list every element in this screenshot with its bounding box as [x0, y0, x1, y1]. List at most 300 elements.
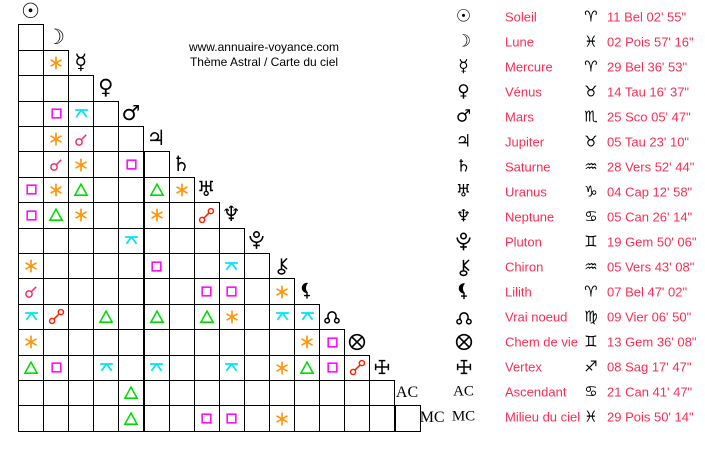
uranus-symbol: ♅ [455, 181, 472, 202]
aspect-cell-uranus-saturne [169, 177, 195, 203]
aspect-cell-vrai-noeud-mercure [68, 304, 94, 330]
aspect-cell-vrai-noeud-jupiter [144, 304, 170, 330]
aspect-cell-lilith-soleil [18, 278, 44, 304]
aspect-cell-jupiter-mercure [68, 126, 94, 152]
page-title: Thème Astral / Carte du ciel [189, 55, 339, 69]
aspect-cell-saturne-venus [93, 151, 119, 177]
aspect-cell-vrai-noeud-soleil [18, 304, 44, 330]
planet-name: Jupiter [505, 134, 545, 150]
aspect-cell-milieu-du-ciel-mercure [68, 405, 94, 431]
planet-name: Ascendant [505, 384, 567, 400]
jupiter-glyph: ♃ [146, 126, 166, 151]
sextile-aspect-icon [48, 131, 64, 147]
aspect-cell-jupiter-mars [118, 126, 144, 152]
aspect-cell-lilith-uranus [194, 278, 220, 304]
mars-glyph: ♂ [121, 100, 141, 125]
zodiac-sign-icon: ♓ [584, 32, 598, 51]
aspect-cell-ascendant-pluton [244, 380, 270, 406]
sextile-aspect-icon [73, 157, 89, 173]
legend-row-chem-de-vie [450, 330, 705, 355]
aspect-cell-chem-de-vie-pluton [244, 329, 270, 355]
aspect-cell-neptune-lune [43, 202, 69, 228]
chiron-symbol-icon [454, 258, 473, 277]
zodiac-sign-icon: ♒ [584, 157, 598, 176]
trine-aspect-icon [98, 309, 114, 325]
planet-position: 25 Sco 05' 47" [607, 109, 691, 125]
legend-row-saturne [450, 154, 705, 179]
aspect-cell-neptune-venus [93, 202, 119, 228]
opposition-aspect-icon [198, 207, 215, 224]
aspect-cell-ascendant-chiron [269, 380, 295, 406]
trine-aspect-icon [73, 182, 89, 198]
zodiac-sign-icon: ♋ [584, 207, 598, 226]
aspect-cell-neptune-saturne [169, 202, 195, 228]
aspect-cell-pluton-jupiter [144, 228, 170, 254]
aspect-cell-ascendant-chem-de-vie [344, 380, 370, 406]
chiron-glyph [269, 253, 294, 278]
aspect-cell-vertex-saturne [169, 355, 195, 381]
mars-symbol: ♂ [455, 106, 472, 127]
saturne-glyph: ♄ [171, 151, 191, 176]
aspect-cell-milieu-du-ciel-lilith [294, 405, 320, 431]
aspect-cell-mars-mercure [68, 101, 94, 127]
planet-position: 07 Bel 47' 02" [607, 284, 688, 300]
planet-position: 08 Sag 17' 47" [607, 359, 692, 375]
aspect-cell-chem-de-vie-saturne [169, 329, 195, 355]
aspect-cell-ascendant-mercure [68, 380, 94, 406]
aspect-cell-vertex-chem-de-vie [344, 355, 370, 381]
trine-aspect-icon [149, 309, 165, 325]
chem-de-vie-symbol-icon [454, 332, 474, 352]
aspect-cell-mars-venus [93, 101, 119, 127]
venus-symbol: ♀ [457, 81, 470, 102]
aspect-cell-vrai-noeud-pluton [244, 304, 270, 330]
planet-position: 19 Gem 50' 06" [607, 234, 697, 250]
aspect-cell-ascendant-jupiter [144, 380, 170, 406]
aspect-cell-milieu-du-ciel-soleil [18, 405, 44, 431]
aspect-cell-pluton-neptune [219, 228, 245, 254]
planet-name: Pluton [505, 234, 542, 250]
trine-aspect-icon [123, 411, 139, 427]
trine-aspect-icon [123, 385, 139, 401]
legend-row-pluton [450, 229, 705, 254]
conjunction-aspect-icon [49, 157, 64, 172]
planet-name: Mercure [505, 59, 553, 75]
legend-row-uranus [450, 179, 705, 204]
aspect-cell-lilith-pluton [244, 278, 270, 304]
aspect-cell-vertex-uranus [194, 355, 220, 381]
chem-de-vie-glyph [344, 329, 369, 354]
planet-name: Lune [505, 34, 534, 50]
square-aspect-icon [326, 336, 339, 349]
lilith-symbol [450, 283, 477, 302]
aspect-cell-vrai-noeud-venus [93, 304, 119, 330]
aspect-cell-milieu-du-ciel-vrai-noeud [319, 405, 345, 431]
trine-aspect-icon [199, 309, 215, 325]
sextile-aspect-icon [224, 309, 240, 325]
aspect-cell-uranus-mercure [68, 177, 94, 203]
page-header [148, 40, 380, 70]
zodiac-sign-icon: ♐ [584, 357, 598, 376]
aspect-cell-milieu-du-ciel-ascendant [395, 405, 421, 431]
planet-name: Chem de vie [505, 334, 578, 350]
aspect-cell-venus-soleil [18, 75, 44, 101]
quincunx-aspect-icon [223, 359, 240, 376]
square-aspect-icon [50, 361, 63, 374]
quincunx-aspect-icon [73, 105, 90, 122]
aspect-cell-uranus-jupiter [144, 177, 170, 203]
vertex-symbol [450, 358, 477, 376]
aspect-cell-milieu-du-ciel-neptune [219, 405, 245, 431]
mercure-symbol: ☿ [458, 56, 469, 77]
aspect-cell-chiron-mercure [68, 253, 94, 279]
sextile-aspect-icon [48, 55, 64, 71]
aspect-cell-jupiter-lune [43, 126, 69, 152]
aspect-cell-ascendant-venus [93, 380, 119, 406]
trine-aspect-icon [149, 182, 165, 198]
aspect-cell-vertex-mars [118, 355, 144, 381]
aspect-cell-jupiter-venus [93, 126, 119, 152]
ascendant-symbol: AC [453, 383, 474, 400]
trine-aspect-icon [48, 207, 64, 223]
aspect-cell-neptune-uranus [194, 202, 220, 228]
planet-position: 11 Bel 02' 55" [607, 9, 687, 24]
aspect-cell-lilith-chiron [269, 278, 295, 304]
aspect-cell-chiron-saturne [169, 253, 195, 279]
aspect-cell-lilith-saturne [169, 278, 195, 304]
aspect-cell-mercure-lune [43, 50, 69, 76]
zodiac-sign-icon: ♈ [584, 57, 598, 76]
opposition-aspect-icon [349, 359, 366, 376]
sextile-aspect-icon [174, 182, 190, 198]
square-aspect-icon [50, 107, 63, 120]
chiron-glyph-icon [272, 256, 291, 275]
aspect-cell-ascendant-lune [43, 380, 69, 406]
aspect-cell-lilith-lune [43, 278, 69, 304]
aspect-cell-pluton-mars [118, 228, 144, 254]
aspect-cell-chiron-uranus [194, 253, 220, 279]
aspect-cell-chem-de-vie-lilith [294, 329, 320, 355]
sextile-aspect-icon [73, 207, 89, 223]
lilith-glyph [294, 278, 319, 303]
aspect-cell-vertex-lune [43, 355, 69, 381]
aspect-cell-ascendant-soleil [18, 380, 44, 406]
milieu-du-ciel-symbol: MC [451, 408, 476, 425]
neptune-glyph: ♆ [221, 202, 241, 227]
square-aspect-icon [125, 158, 138, 171]
zodiac-sign-icon: ♉ [584, 132, 598, 151]
planet-name: Soleil [505, 9, 537, 24]
aspect-cell-chem-de-vie-jupiter [144, 329, 170, 355]
aspect-cell-chem-de-vie-uranus [194, 329, 220, 355]
soleil-glyph: ☉ [21, 0, 40, 24]
aspect-cell-uranus-mars [118, 177, 144, 203]
legend-row-vrai-noeud [450, 305, 705, 330]
aspect-cell-mars-lune [43, 101, 69, 127]
aspect-cell-chem-de-vie-lune [43, 329, 69, 355]
pluton-symbol [450, 231, 477, 252]
aspect-cell-saturne-lune [43, 151, 69, 177]
aspect-cell-milieu-du-ciel-chiron [269, 405, 295, 431]
site-url: www.annuaire-voyance.com [188, 40, 340, 54]
aspect-cell-chiron-pluton [244, 253, 270, 279]
vertex-glyph-icon [373, 358, 391, 376]
planet-position: 29 Bel 36' 53" [607, 59, 688, 75]
aspect-cell-pluton-saturne [169, 228, 195, 254]
aspect-cell-vertex-soleil [18, 355, 44, 381]
planet-name: Uranus [505, 184, 547, 200]
aspect-cell-mars-soleil [18, 101, 44, 127]
aspect-cell-chem-de-vie-neptune [219, 329, 245, 355]
legend-row-lilith [450, 280, 705, 305]
quincunx-aspect-icon [98, 359, 115, 376]
planet-position: 14 Tau 16' 37" [607, 84, 690, 100]
planet-position: 02 Pois 57' 16" [607, 34, 694, 50]
legend-row-lune [450, 29, 705, 54]
legend-row-ascendant [450, 380, 705, 405]
vertex-symbol-icon [455, 358, 473, 376]
aspect-cell-lilith-venus [93, 278, 119, 304]
aspect-cell-vrai-noeud-neptune [219, 304, 245, 330]
aspect-cell-saturne-jupiter [144, 151, 170, 177]
sextile-aspect-icon [274, 284, 290, 300]
square-aspect-icon [25, 209, 38, 222]
sextile-aspect-icon [274, 360, 290, 376]
aspect-cell-chem-de-vie-mars [118, 329, 144, 355]
planet-position: 28 Vers 52' 44" [607, 159, 695, 175]
aspect-cell-vertex-chiron [269, 355, 295, 381]
pluton-glyph-icon [246, 230, 267, 251]
aspect-cell-venus-lune [43, 75, 69, 101]
aspect-cell-uranus-lune [43, 177, 69, 203]
zodiac-sign-icon: ♉ [584, 82, 598, 101]
aspect-cell-lilith-jupiter [144, 278, 170, 304]
legend-row-jupiter [450, 129, 705, 154]
saturne-symbol: ♄ [455, 156, 472, 177]
aspect-cell-ascendant-vrai-noeud [319, 380, 345, 406]
venus-glyph: ♀ [98, 75, 114, 100]
aspect-cell-ascendant-neptune [219, 380, 245, 406]
aspect-cell-milieu-du-ciel-mars [118, 405, 144, 431]
aspect-cell-pluton-lune [43, 228, 69, 254]
square-aspect-icon [25, 183, 38, 196]
planet-position: 04 Cap 12' 58" [607, 184, 693, 200]
aspect-cell-ascendant-uranus [194, 380, 220, 406]
pluton-glyph [244, 228, 269, 253]
lune-symbol: ☽ [455, 31, 472, 52]
square-aspect-icon [200, 412, 213, 425]
aspect-cell-uranus-soleil [18, 177, 44, 203]
aspect-cell-chem-de-vie-chiron [269, 329, 295, 355]
aspect-cell-lilith-neptune [219, 278, 245, 304]
aspect-cell-chiron-soleil [18, 253, 44, 279]
aspect-cell-vertex-neptune [219, 355, 245, 381]
aspect-cell-pluton-uranus [194, 228, 220, 254]
aspect-cell-saturne-soleil [18, 151, 44, 177]
aspect-cell-vrai-noeud-mars [118, 304, 144, 330]
sextile-aspect-icon [274, 411, 290, 427]
aspect-cell-milieu-du-ciel-chem-de-vie [344, 405, 370, 431]
aspect-cell-milieu-du-ciel-uranus [194, 405, 220, 431]
aspect-cell-neptune-mercure [68, 202, 94, 228]
aspect-cell-lune-soleil [18, 24, 44, 50]
legend-row-mars [450, 104, 705, 129]
planet-position: 05 Can 26' 14" [607, 209, 693, 225]
vrai-noeud-glyph [319, 304, 344, 329]
aspect-cell-vrai-noeud-lune [43, 304, 69, 330]
aspect-cell-lilith-mars [118, 278, 144, 304]
zodiac-sign-icon: ♈ [584, 7, 598, 25]
zodiac-sign-icon: ♓ [584, 407, 598, 426]
aspect-cell-chiron-venus [93, 253, 119, 279]
legend-row-chiron [450, 255, 705, 280]
pluton-symbol-icon [453, 231, 474, 252]
vertex-glyph [369, 355, 394, 380]
zodiac-sign-icon: ♈ [584, 282, 598, 301]
planet-name: Mars [505, 109, 534, 125]
planet-name: Chiron [505, 259, 544, 275]
lune-glyph: ☽ [46, 24, 66, 49]
opposition-aspect-icon [48, 308, 65, 325]
sextile-aspect-icon [23, 334, 39, 350]
planet-name: Neptune [505, 209, 555, 225]
vrai-noeud-symbol [450, 307, 477, 327]
planet-name: Vertex [505, 359, 542, 375]
legend-row-soleil [450, 4, 705, 29]
legend-row-milieu-du-ciel [450, 405, 705, 430]
jupiter-symbol: ♃ [455, 131, 472, 152]
planet-position: 05 Vers 43' 08" [607, 259, 695, 275]
aspect-cell-milieu-du-ciel-jupiter [144, 405, 170, 431]
planet-name: Lilith [505, 284, 532, 300]
sextile-aspect-icon [149, 207, 165, 223]
aspect-cell-lilith-mercure [68, 278, 94, 304]
legend-row-neptune [450, 204, 705, 229]
aspect-cell-pluton-venus [93, 228, 119, 254]
aspect-cell-chem-de-vie-mercure [68, 329, 94, 355]
square-aspect-icon [150, 260, 163, 273]
mercure-glyph: ☿ [74, 49, 88, 74]
zodiac-sign-icon: ♋ [584, 382, 598, 401]
sextile-aspect-icon [23, 258, 39, 274]
aspect-cell-uranus-venus [93, 177, 119, 203]
planet-position: 05 Tau 23' 10" [607, 134, 690, 150]
chem-de-vie-symbol [450, 332, 477, 352]
quincunx-aspect-icon [299, 308, 316, 325]
aspect-cell-pluton-soleil [18, 228, 44, 254]
legend-row-mercure [450, 54, 705, 79]
aspect-cell-vertex-lilith [294, 355, 320, 381]
aspect-cell-milieu-du-ciel-vertex [369, 405, 395, 431]
quincunx-aspect-icon [148, 359, 165, 376]
uranus-glyph: ♅ [196, 176, 216, 201]
sextile-aspect-icon [48, 182, 64, 198]
aspect-cell-vertex-vrai-noeud [319, 355, 345, 381]
planet-name: Saturne [505, 159, 551, 175]
aspect-cell-milieu-du-ciel-lune [43, 405, 69, 431]
aspect-cell-chiron-mars [118, 253, 144, 279]
planet-position: 29 Pois 50' 14" [607, 409, 694, 425]
aspect-cell-neptune-jupiter [144, 202, 170, 228]
aspect-cell-chiron-lune [43, 253, 69, 279]
planet-name: Vénus [505, 84, 542, 100]
chiron-symbol [450, 258, 477, 277]
lilith-glyph-icon [297, 282, 316, 301]
quincunx-aspect-icon [123, 232, 140, 249]
aspect-cell-vrai-noeud-chiron [269, 304, 295, 330]
aspect-cell-chem-de-vie-vrai-noeud [319, 329, 345, 355]
aspect-cell-vertex-venus [93, 355, 119, 381]
conjunction-aspect-icon [24, 284, 39, 299]
square-aspect-icon [200, 285, 213, 298]
quincunx-aspect-icon [274, 308, 291, 325]
vrai-noeud-symbol-icon [454, 307, 474, 327]
aspect-cell-vrai-noeud-uranus [194, 304, 220, 330]
aspect-cell-milieu-du-ciel-saturne [169, 405, 195, 431]
aspect-cell-neptune-soleil [18, 202, 44, 228]
aspect-cell-milieu-du-ciel-venus [93, 405, 119, 431]
square-aspect-icon [225, 412, 238, 425]
soleil-symbol: ☉ [455, 6, 472, 26]
aspect-cell-ascendant-vertex [369, 380, 395, 406]
aspect-cell-vertex-mercure [68, 355, 94, 381]
zodiac-sign-icon: ♍ [584, 307, 598, 326]
ascendant-glyph: AC [395, 383, 419, 401]
aspect-cell-chem-de-vie-venus [93, 329, 119, 355]
aspect-cell-ascendant-mars [118, 380, 144, 406]
aspect-cell-saturne-mercure [68, 151, 94, 177]
sextile-aspect-icon [299, 334, 315, 350]
milieu-du-ciel-glyph: MC [419, 409, 445, 427]
aspect-cell-ascendant-saturne [169, 380, 195, 406]
aspect-cell-milieu-du-ciel-pluton [244, 405, 270, 431]
aspect-cell-vertex-pluton [244, 355, 270, 381]
planet-position: 13 Gem 36' 08" [607, 334, 697, 350]
aspect-cell-chiron-neptune [219, 253, 245, 279]
aspect-cell-chem-de-vie-soleil [18, 329, 44, 355]
legend-row-vertex [450, 355, 705, 380]
aspect-cell-venus-mercure [68, 75, 94, 101]
planet-name: Milieu du ciel [505, 409, 581, 425]
quincunx-aspect-icon [223, 258, 240, 275]
aspect-cell-chiron-jupiter [144, 253, 170, 279]
zodiac-sign-icon: ♑ [584, 182, 598, 201]
aspect-cell-jupiter-soleil [18, 126, 44, 152]
aspect-cell-pluton-mercure [68, 228, 94, 254]
conjunction-aspect-icon [74, 132, 89, 147]
zodiac-sign-icon: ♊ [584, 332, 598, 351]
zodiac-sign-icon: ♒ [584, 257, 598, 276]
square-aspect-icon [225, 285, 238, 298]
aspect-cell-saturne-mars [118, 151, 144, 177]
aspect-cell-neptune-mars [118, 202, 144, 228]
trine-aspect-icon [299, 360, 315, 376]
aspect-cell-vrai-noeud-lilith [294, 304, 320, 330]
square-aspect-icon [326, 361, 339, 374]
quincunx-aspect-icon [23, 308, 40, 325]
neptune-symbol: ♆ [455, 206, 472, 227]
zodiac-sign-icon: ♊ [584, 232, 598, 251]
legend-row-venus [450, 79, 705, 104]
planet-position: 21 Can 41' 47" [607, 384, 693, 400]
planet-name: Vrai noeud [505, 309, 568, 325]
aspect-cell-ascendant-lilith [294, 380, 320, 406]
planet-position: 09 Vier 06' 50" [607, 309, 692, 325]
aspect-cell-vertex-jupiter [144, 355, 170, 381]
lilith-symbol-icon [454, 283, 473, 302]
chem-de-vie-glyph-icon [347, 332, 367, 352]
trine-aspect-icon [23, 360, 39, 376]
